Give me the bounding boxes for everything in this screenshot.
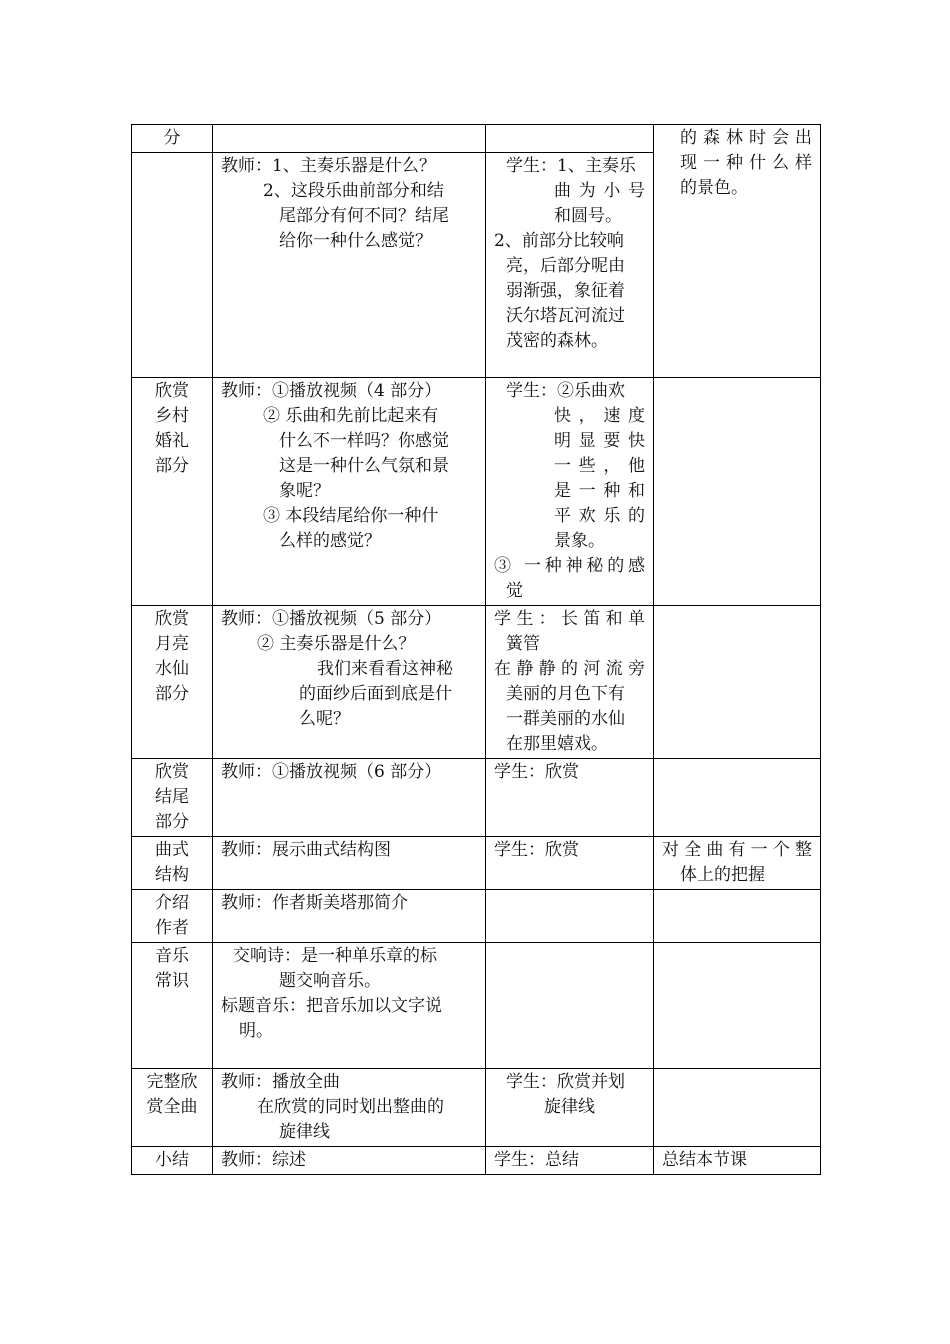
student-line: 曲为小号 — [554, 181, 645, 201]
teacher-line: 明。 — [239, 1021, 273, 1041]
section-label: 音乐常识 — [155, 946, 189, 991]
section-cell — [132, 837, 213, 890]
teacher-cell — [213, 1069, 486, 1147]
teacher-cell — [213, 890, 486, 943]
teacher-line: 交响诗：是一种单乐章的标 — [233, 946, 437, 966]
section-cell — [132, 378, 213, 606]
teacher-line: ② 乐曲和先前比起来有 — [263, 406, 439, 426]
teacher-cell — [213, 943, 486, 1069]
student-line: 茂密的森林。 — [506, 331, 608, 351]
section-label: 欣赏月亮水仙部分 — [155, 609, 189, 704]
teacher-line: 象呢？ — [279, 481, 330, 501]
student-cell — [486, 606, 654, 759]
goal-cell — [654, 125, 821, 378]
teacher-line: 教师：①播放视频（4 部分） — [221, 381, 442, 401]
teacher-line: 教师：①播放视频（6 部分） — [221, 762, 442, 782]
section-cell — [132, 759, 213, 837]
student-line: 一群美丽的水仙 — [506, 709, 625, 729]
section-cell — [132, 943, 213, 1069]
student-line: 景象。 — [554, 531, 605, 551]
teacher-line: ③ 本段结尾给你一种什 — [263, 506, 439, 526]
goal-cell — [654, 1147, 821, 1175]
student-line: 觉 — [506, 581, 523, 601]
student-cell — [486, 890, 654, 943]
student-line: 明显要快 — [554, 431, 645, 451]
teacher-line: 教师：①播放视频（5 部分） — [221, 609, 442, 629]
goal-cell — [654, 837, 821, 890]
table-row — [132, 378, 821, 606]
teacher-line: 尾部分有何不同？结尾 — [279, 206, 449, 226]
table-row — [132, 943, 821, 1069]
goal-line: 对全曲有一个整 — [662, 840, 812, 860]
table-row — [132, 606, 821, 759]
student-line: 弱渐强，象征着 — [506, 281, 625, 301]
teacher-line: 我们来看看这神秘 — [317, 659, 453, 679]
table-row — [132, 1069, 821, 1147]
section-cell — [132, 890, 213, 943]
student-line: 在那里嬉戏。 — [506, 734, 608, 754]
student-line: 在静静的河流旁 — [494, 659, 645, 679]
teacher-line: 教师：综述 — [221, 1150, 306, 1170]
student-line: 是一种和 — [554, 481, 645, 501]
section-cell — [132, 125, 213, 153]
student-line: 学生：欣赏并划 — [506, 1072, 625, 1092]
student-cell — [486, 1147, 654, 1175]
teacher-line: 教师：作者斯美塔那简介 — [221, 893, 408, 913]
lesson-plan-table — [131, 124, 821, 1175]
section-label: 分 — [163, 128, 181, 148]
student-line: 旋律线 — [544, 1097, 595, 1117]
student-cell — [486, 125, 654, 153]
table-row — [132, 890, 821, 943]
goal-cell — [654, 890, 821, 943]
student-line: 快，速度 — [554, 406, 645, 426]
section-label: 欣赏乡村婚礼部分 — [155, 381, 189, 476]
student-line: 和圆号。 — [554, 206, 622, 226]
teacher-line: 在欣赏的同时划出整曲的 — [257, 1097, 444, 1117]
student-cell — [486, 943, 654, 1069]
teacher-cell — [213, 153, 486, 378]
student-line: ③ 一种神秘的感 — [494, 556, 645, 576]
student-cell — [486, 153, 654, 378]
teacher-line: 什么不一样吗？你感觉 — [279, 431, 449, 451]
teacher-line: 的面纱后面到底是什 — [299, 684, 452, 704]
student-cell — [486, 378, 654, 606]
table-row — [132, 1147, 821, 1175]
section-cell — [132, 606, 213, 759]
teacher-line: ② 主奏乐器是什么？ — [257, 634, 416, 654]
student-line: 沃尔塔瓦河流过 — [506, 306, 625, 326]
section-label: 介绍作者 — [155, 893, 189, 938]
goal-cell — [654, 1069, 821, 1147]
teacher-line: 教师：展示曲式结构图 — [221, 840, 391, 860]
student-line: 美丽的月色下有 — [506, 684, 625, 704]
student-line: 学生：长笛和单 — [494, 609, 645, 629]
goal-line: 总结本节课 — [662, 1150, 747, 1170]
teacher-cell — [213, 606, 486, 759]
teacher-line: 这是一种什么气氛和景 — [279, 456, 449, 476]
student-cell — [486, 759, 654, 837]
goal-cell — [654, 943, 821, 1069]
teacher-line: 题交响音乐。 — [279, 971, 381, 991]
goal-line: 的景色。 — [680, 178, 748, 198]
teacher-line: 2、这段乐曲前部分和结 — [263, 181, 444, 201]
teacher-cell — [213, 837, 486, 890]
student-cell — [486, 1069, 654, 1147]
teacher-cell — [213, 125, 486, 153]
section-cell — [132, 1147, 213, 1175]
section-cell — [132, 1069, 213, 1147]
goal-line: 现一种什么样 — [680, 153, 812, 173]
section-label: 完整欣赏全曲 — [146, 1072, 198, 1117]
goal-line: 的森林时会出 — [680, 128, 812, 148]
goal-cell — [654, 378, 821, 606]
table-row — [132, 125, 821, 153]
table-row — [132, 837, 821, 890]
student-line: 学生：欣赏 — [494, 840, 579, 860]
teacher-cell — [213, 759, 486, 837]
section-label: 曲式结构 — [155, 840, 189, 885]
student-line: 亮，后部分呢由 — [506, 256, 625, 276]
student-line: 学生：总结 — [494, 1150, 579, 1170]
section-label: 欣赏结尾部分 — [155, 762, 189, 832]
student-line: 学生：欣赏 — [494, 762, 579, 782]
goal-cell — [654, 606, 821, 759]
student-line: 一些，他 — [554, 456, 645, 476]
teacher-line: 教师：1、主奏乐器是什么？ — [221, 156, 436, 176]
student-line: 学生：1、主奏乐 — [506, 156, 636, 176]
student-line: 学生：②乐曲欢 — [506, 381, 625, 401]
student-line: 簧管 — [506, 634, 540, 654]
student-line: 平欢乐的 — [554, 506, 645, 526]
teacher-line: 旋律线 — [279, 1122, 330, 1142]
student-line: 2、前部分比较响 — [494, 231, 624, 251]
teacher-line: 标题音乐：把音乐加以文字说 — [221, 996, 442, 1016]
goal-cell — [654, 759, 821, 837]
teacher-line: 给你一种什么感觉？ — [279, 231, 432, 251]
table-row — [132, 759, 821, 837]
teacher-line: 么呢？ — [299, 709, 350, 729]
goal-line: 体上的把握 — [680, 865, 765, 885]
student-cell — [486, 837, 654, 890]
section-label: 小结 — [155, 1150, 189, 1170]
teacher-cell — [213, 1147, 486, 1175]
section-cell — [132, 153, 213, 378]
teacher-cell — [213, 378, 486, 606]
teacher-line: 么样的感觉？ — [279, 531, 381, 551]
teacher-line: 教师：播放全曲 — [221, 1072, 340, 1092]
